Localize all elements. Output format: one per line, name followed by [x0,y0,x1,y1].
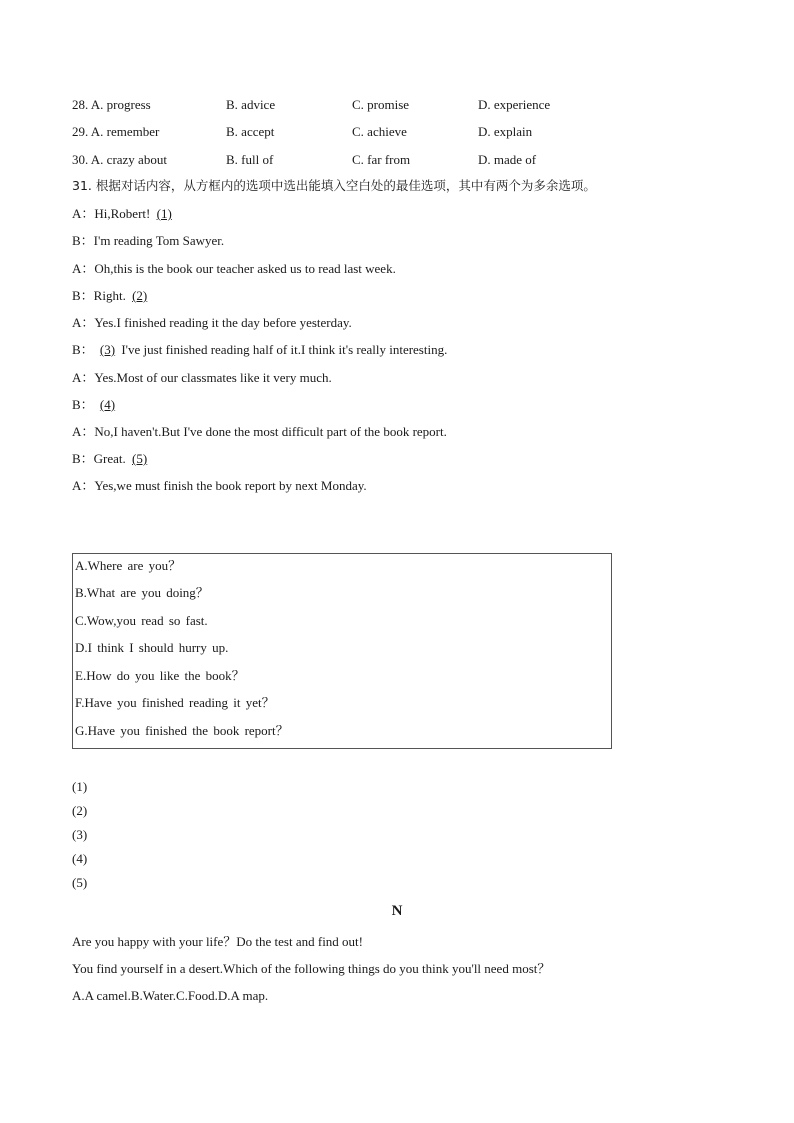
option-29-d: D. explain [478,124,533,139]
passage-line-1: Are you happy with your life？Do the test and find out! [72,934,363,949]
dialogue-line-5: A：Yes.I finished reading it the day before yesterday. [72,315,352,330]
option-29-a: 29. A. remember [72,124,160,139]
box-option-c: C.Wow,you read so fast. [75,613,208,628]
passage-line-2: You find yourself in a desert.Which of the following things do you think you'll need most？ [72,961,551,976]
box-option-d: D.I think I should hurry up. [75,640,229,655]
dialogue-line-9: A：No,I haven't.But I've done the most difficult part of the book report. [72,424,447,439]
blank-2[interactable]: (2) [132,288,148,303]
blank-3[interactable]: (3) [99,342,116,357]
dialogue-line-3: A：Oh,this is the book our teacher asked us to read last week. [72,261,396,276]
option-28-a: 28. A. progress [72,97,151,112]
answer-2[interactable]: (2) [72,803,88,818]
option-29-b: B. accept [226,124,275,139]
option-28-b: B. advice [226,97,276,112]
blank-5[interactable]: (5) [132,451,148,466]
box-option-a: A.Where are you？ [75,558,182,573]
option-28-c: C. promise [352,97,410,112]
option-30-b: B. full of [226,152,274,167]
section-heading: N [391,903,403,919]
dialogue-line-1: A：Hi,Robert! (1) [72,206,175,222]
dialogue-line-10: B：Great. (5) [72,451,150,467]
option-30-c: C. far from [352,152,411,167]
dialogue-line-6: B： (3) I've just finished reading half of it.I think it's really interesting. [72,342,448,357]
dialogue-line-4: B：Right. (2) [72,288,150,304]
blank-4[interactable]: (4) [99,397,116,412]
question-31-instruction: 31. 根据对话内容，从方框内的选项中选出能填入空白处的最佳选项，其中有两个为多余选项。 [72,178,596,193]
option-30-a: 30. A. crazy about [72,152,167,167]
answer-3[interactable]: (3) [72,827,88,842]
box-option-g: G.Have you finished the book report？ [75,723,289,738]
answer-4[interactable]: (4) [72,851,88,866]
answer-5[interactable]: (5) [72,875,88,890]
passage-line-3: A.A camel.B.Water.C.Food.D.A map. [72,988,269,1003]
dialogue-line-8: B： (4) [72,397,118,413]
options-box [72,553,612,749]
option-29-c: C. achieve [352,124,407,139]
option-28-d: D. experience [478,97,551,112]
answer-1[interactable]: (1) [72,779,88,794]
blank-1[interactable]: (1) [156,206,172,221]
dialogue-line-2: B：I'm reading Tom Sawyer. [72,233,225,248]
box-option-b: B.What are you doing？ [75,585,209,600]
dialogue-line-7: A：Yes.Most of our classmates like it very much. [72,370,332,385]
box-option-f: F.Have you finished reading it yet？ [75,695,275,710]
box-option-e: E.How do you like the book？ [75,668,245,683]
dialogue-line-11: A：Yes,we must finish the book report by next Monday. [72,478,367,493]
option-30-d: D. made of [478,152,537,167]
